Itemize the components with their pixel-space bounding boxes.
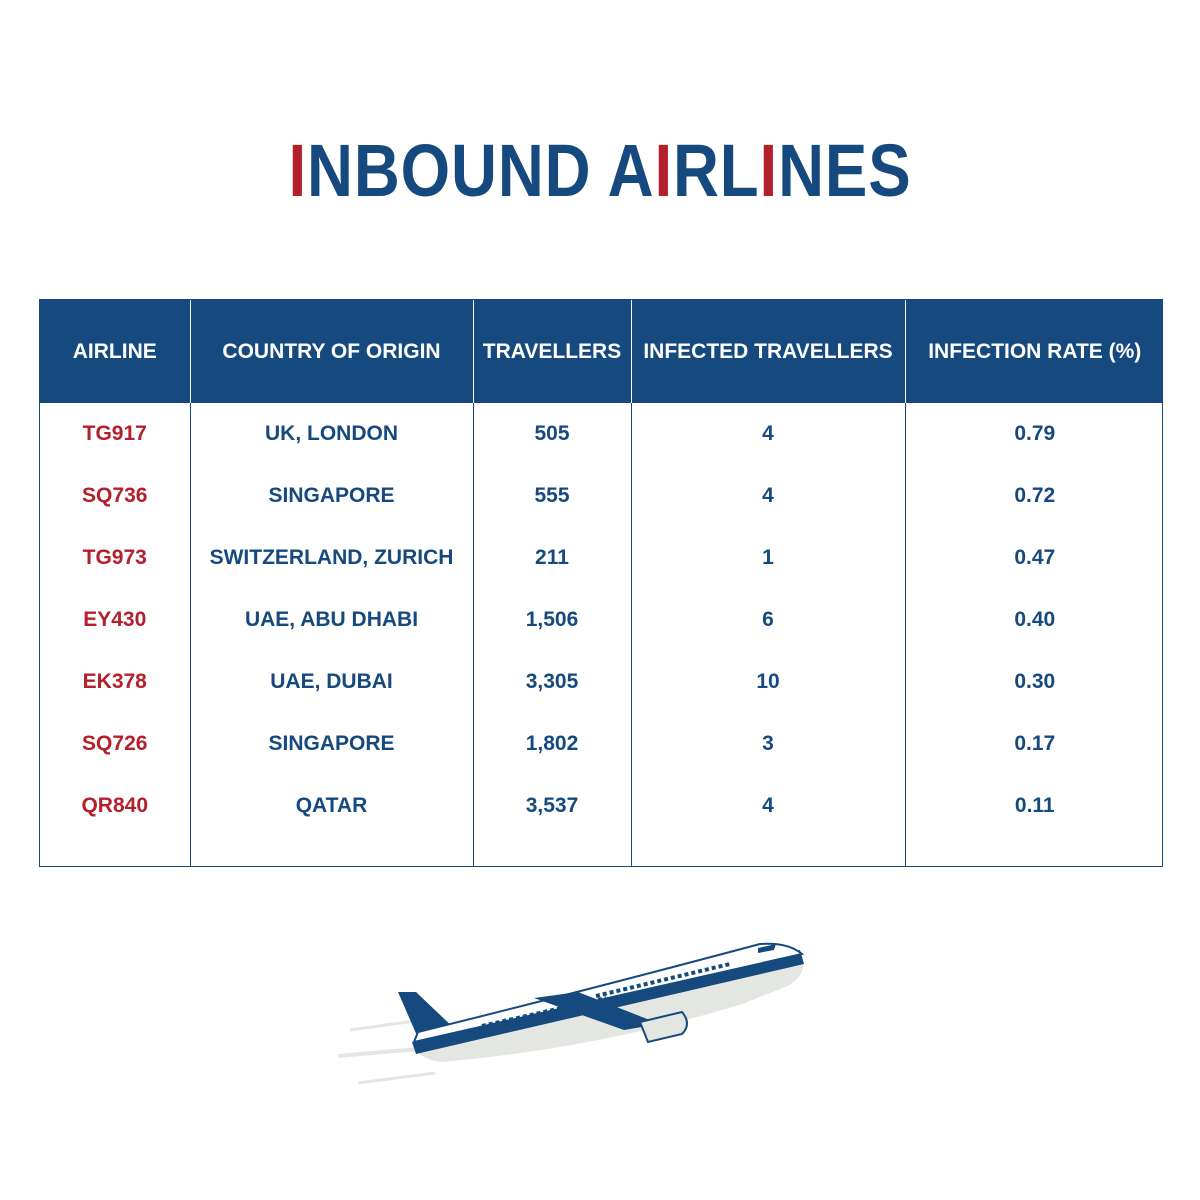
table-row xyxy=(40,651,1163,713)
rate-cell: 0.17 xyxy=(905,713,1163,775)
table-body xyxy=(40,403,1163,866)
column-header-country: COUNTRY OF ORIGIN xyxy=(190,300,473,403)
rate-cell: 0.40 xyxy=(905,589,1163,651)
infected-cell: 4 xyxy=(631,775,905,837)
title-part: NBOUND A xyxy=(306,129,655,212)
infected-cell: 3 xyxy=(631,713,905,775)
country-cell: SINGAPORE xyxy=(190,465,473,527)
airline-cell: EY430 xyxy=(83,608,147,631)
travellers-cell: 1,802 xyxy=(473,713,631,775)
table-row xyxy=(40,527,1163,589)
travellers-cell: 555 xyxy=(473,465,631,527)
travellers-cell: 505 xyxy=(473,403,631,465)
table-row xyxy=(40,775,1163,837)
airline-cell: SQ726 xyxy=(82,732,148,755)
rate-cell: 0.47 xyxy=(905,527,1163,589)
column-header-infected: INFECTED TRAVELLERS xyxy=(631,300,905,403)
table-row xyxy=(40,713,1163,775)
infected-cell: 4 xyxy=(631,403,905,465)
airline-cell: SQ736 xyxy=(82,484,148,507)
airline-cell: QR840 xyxy=(81,794,149,817)
infected-cell: 4 xyxy=(631,465,905,527)
country-cell: UK, LONDON xyxy=(190,403,473,465)
column-header-travellers: TRAVELLERS xyxy=(473,300,631,403)
country-cell: QATAR xyxy=(190,775,473,837)
infected-cell: 10 xyxy=(631,651,905,713)
title-part: RL xyxy=(672,129,760,212)
country-cell: UAE, DUBAI xyxy=(190,651,473,713)
table-bottom-spacer xyxy=(40,837,1163,866)
infected-cell: 6 xyxy=(631,589,905,651)
title-part: I xyxy=(288,129,307,212)
title-part: NES xyxy=(778,129,912,212)
travellers-cell: 1,506 xyxy=(473,589,631,651)
travellers-cell: 211 xyxy=(473,527,631,589)
airplane-icon xyxy=(330,920,830,1150)
title-part: I xyxy=(759,129,779,212)
country-cell: SWITZERLAND, ZURICH xyxy=(190,527,473,589)
column-header-airline: AIRLINE xyxy=(40,300,190,403)
table-header-row xyxy=(40,300,1163,403)
column-header-rate: INFECTION RATE (%) xyxy=(905,300,1163,403)
rate-cell: 0.11 xyxy=(905,775,1163,837)
table-row xyxy=(40,403,1163,465)
travellers-cell: 3,305 xyxy=(473,651,631,713)
country-cell: UAE, ABU DHABI xyxy=(190,589,473,651)
table-row xyxy=(40,465,1163,527)
rate-cell: 0.30 xyxy=(905,651,1163,713)
table-row xyxy=(40,589,1163,651)
airline-cell: TG917 xyxy=(82,422,147,445)
infected-cell: 1 xyxy=(631,527,905,589)
rate-cell: 0.79 xyxy=(905,403,1163,465)
rate-cell: 0.72 xyxy=(905,465,1163,527)
airline-cell: TG973 xyxy=(82,546,147,569)
airline-cell: EK378 xyxy=(82,670,147,693)
travellers-cell: 3,537 xyxy=(473,775,631,837)
page-title xyxy=(84,128,1116,213)
airlines-table xyxy=(39,299,1163,867)
title-part: I xyxy=(654,129,673,212)
country-cell: SINGAPORE xyxy=(190,713,473,775)
